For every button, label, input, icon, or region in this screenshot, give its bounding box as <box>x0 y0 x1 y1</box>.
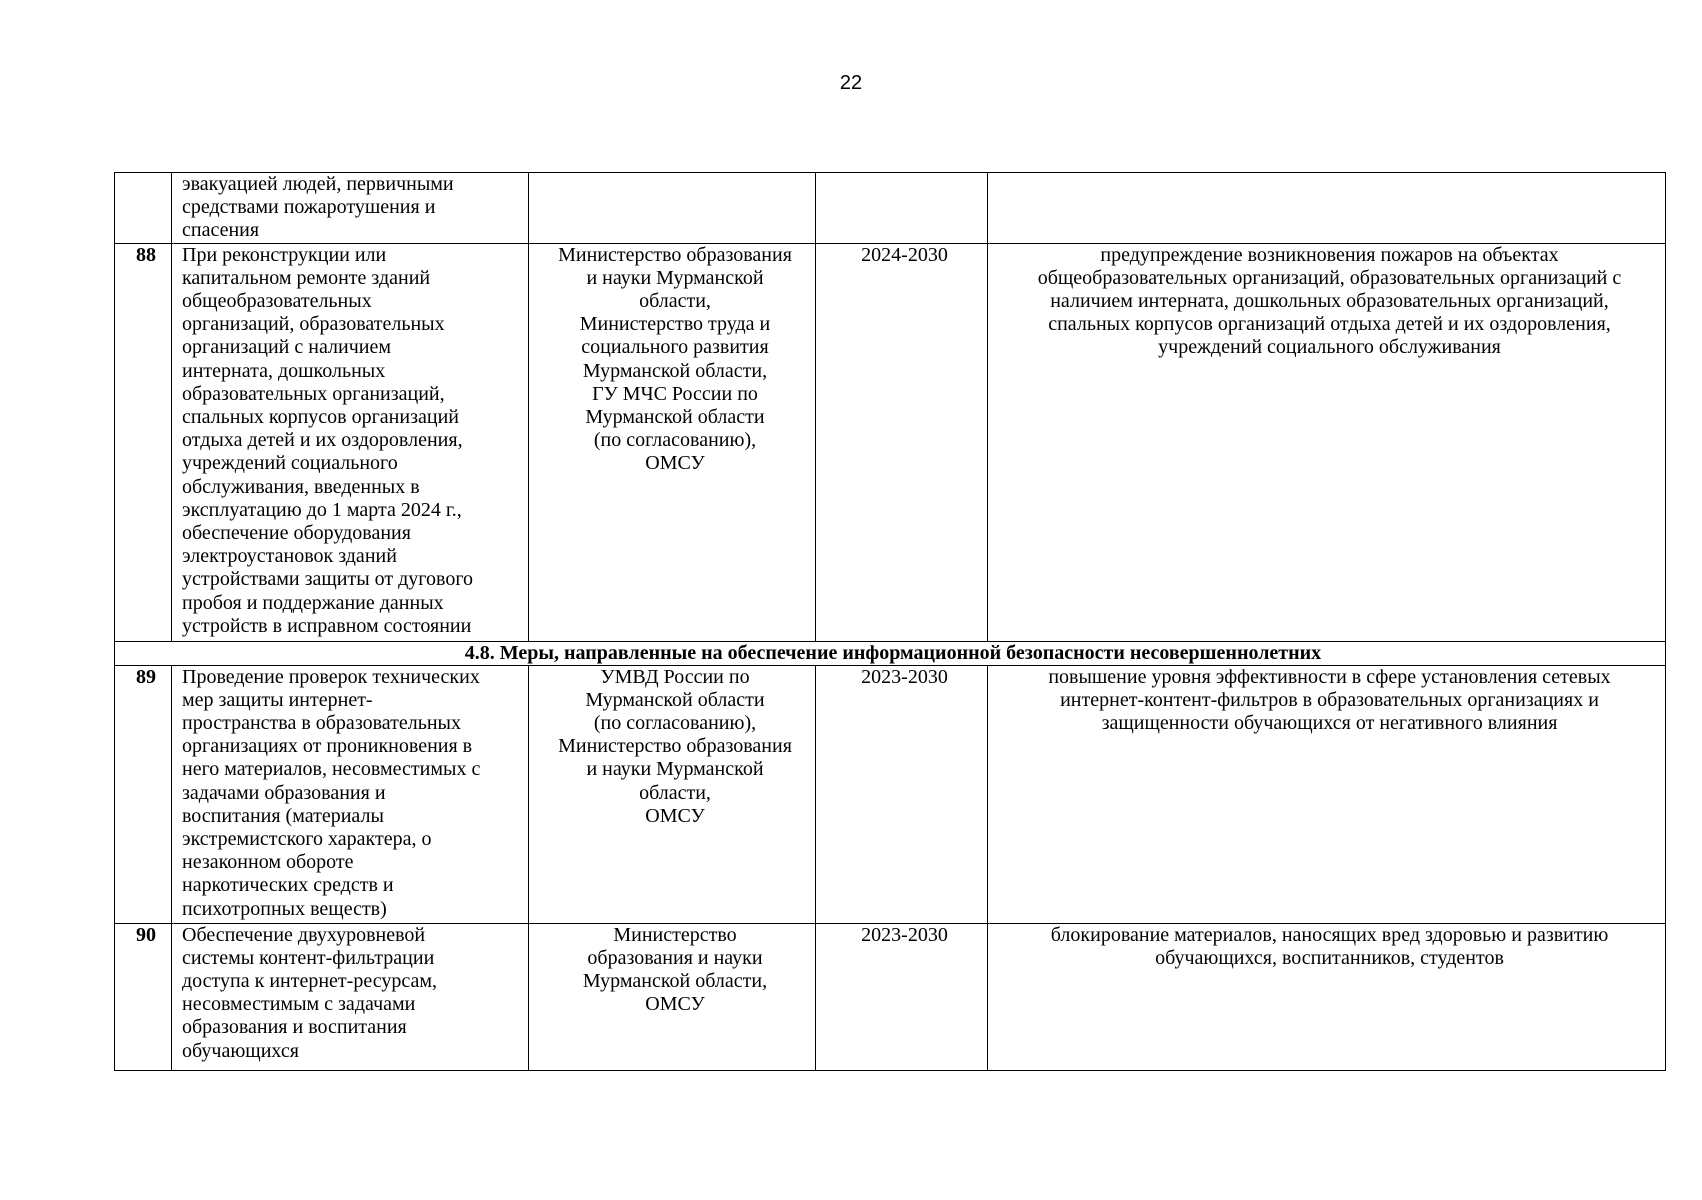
expected-result <box>988 665 1666 923</box>
term: 2023-2030 <box>816 665 988 923</box>
measure-description <box>172 665 529 923</box>
executors-text: Министерство образования и науки Мурманской области, ОМСУ <box>582 923 768 1016</box>
term <box>816 173 988 244</box>
measure-description <box>172 243 529 641</box>
table-row <box>115 243 1666 641</box>
table-row <box>115 665 1666 923</box>
measure-description <box>172 923 529 1070</box>
expected-result-text: повышение уровня эффективности в сфере установления сетевых интернет-контент-фильтров в образовательных организациях и защищенности обучающихся от негативного влияния <box>1048 665 1611 735</box>
row-number: 90 <box>115 923 172 1070</box>
measure-description-text: Проведение проверок технических мер защиты интернет- пространства в образовательных организациях от проникновения в него материалов, несовместимых с задачами образования и воспитания (материалы экстремистского характера, о незаконном обороте наркотических средств и психотропных веществ) <box>182 665 481 920</box>
measure-description-text: При реконструкции или капитальном ремонте зданий общеобразовательных организаций, образовательных организаций с наличием интерната, дошкольных образовательных организаций, спальных корпусов организаций отдыха детей и их оздоровления, учреждений социального обслуживания, введенных в эксплуатацию до 1 марта 2024 г., обеспечение оборудования электроустановок зданий устройствами защиты от дугового пробоя и поддержание данных устройств в исправном состоянии <box>182 243 474 637</box>
measure-description-text: Обеспечение двухуровневой системы контент-фильтрации доступа к интернет-ресурсам, несовместимым с задачами образования и воспитания обучающихся <box>182 923 437 1062</box>
row-number: 89 <box>115 665 172 923</box>
expected-result-text: блокирование материалов, наносящих вред здоровью и развитию обучающихся, воспитанников, студентов <box>1050 923 1609 969</box>
expected-result <box>988 173 1666 244</box>
table-row <box>115 173 1666 244</box>
term: 2023-2030 <box>816 923 988 1070</box>
page-number: 22 <box>839 72 863 94</box>
expected-result-text: предупреждение возникновения пожаров на объектах общеобразовательных организаций, образовательных организаций с наличием интерната, дошкольных образовательных организаций, спальных корпусов организаций отдыха детей и их оздоровления, учреждений социального обслуживания <box>1037 243 1622 359</box>
table-row <box>115 923 1666 1070</box>
section-row <box>115 641 1666 665</box>
executors-text: Министерство образования и науки Мурманской области, Министерство труда и социального развития Мурманской области, ГУ МЧС России по Мурманской области (по согласованию), ОМСУ <box>558 243 792 475</box>
measure-description-text: эвакуацией людей, первичными средствами пожаротушения и спасения <box>182 173 454 242</box>
executors <box>529 243 816 641</box>
expected-result <box>988 923 1666 1070</box>
row-number <box>115 173 172 244</box>
executors <box>529 923 816 1070</box>
section-heading: 4.8. Меры, направленные на обеспечение информационной безопасности несовершеннолетних <box>115 641 1666 665</box>
measure-description <box>172 173 529 244</box>
measures-table <box>114 172 1666 1071</box>
executors-text: УМВД России по Мурманской области (по согласованию), Министерство образования и науки Мурманской области, ОМСУ <box>558 665 792 827</box>
term: 2024-2030 <box>816 243 988 641</box>
executors <box>529 173 816 244</box>
row-number: 88 <box>115 243 172 641</box>
executors <box>529 665 816 923</box>
expected-result <box>988 243 1666 641</box>
